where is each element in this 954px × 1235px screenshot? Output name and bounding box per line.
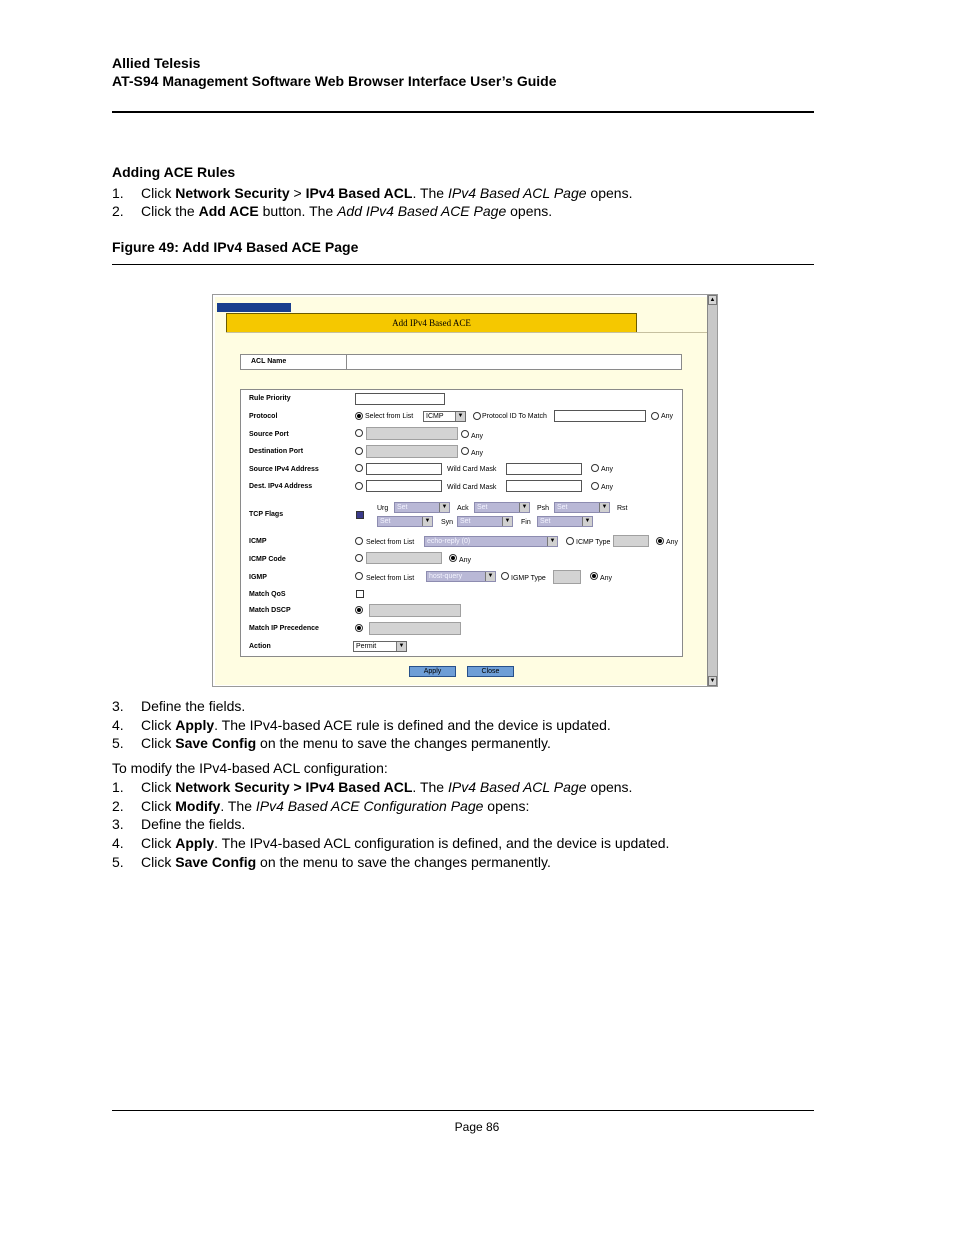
flag-fin-select[interactable]	[537, 516, 593, 527]
protocol-any-label: Any	[661, 413, 674, 420]
step-text: . The IPv4-based ACL configuration is defined, and the device is updated.	[214, 835, 670, 851]
icmp-code-any-label: Any	[459, 557, 472, 564]
step-text: Click	[141, 854, 176, 870]
step-item	[112, 834, 669, 852]
step-text: Apply	[175, 835, 215, 851]
match-dscp-label: Match DSCP	[249, 607, 291, 614]
icmp-value: echo-reply (0)	[427, 538, 471, 545]
flag-fin-value: Set	[540, 518, 551, 525]
step-item	[112, 815, 245, 833]
icmp-any-label: Any	[666, 539, 679, 546]
step-text: button. The	[258, 203, 338, 219]
step-text: Define the fields.	[141, 816, 246, 832]
source-port-radio[interactable]	[355, 429, 363, 437]
dest-wildcard-input[interactable]	[506, 480, 582, 492]
chevron-down-icon: ▼	[502, 517, 512, 526]
match-ip-precedence-input[interactable]	[369, 622, 461, 635]
step-text: on the menu to save the changes permanently.	[256, 735, 551, 751]
igmp-list-radio[interactable]	[355, 572, 363, 580]
close-button[interactable]: Close	[467, 666, 514, 677]
source-port-any-label: Any	[471, 433, 484, 440]
flag-rst-label: Rst	[617, 505, 628, 512]
dest-ipv4-input[interactable]	[366, 480, 442, 492]
icmp-code-input[interactable]	[366, 552, 442, 564]
protocol-select[interactable]	[423, 411, 466, 422]
chevron-down-icon: ▼	[396, 642, 406, 651]
chevron-down-icon: ▼	[599, 503, 609, 512]
step-text: Save Config	[175, 854, 257, 870]
step-text: >	[289, 185, 306, 201]
source-port-label: Source Port	[249, 431, 289, 438]
step-item	[112, 697, 245, 715]
step-text: Click	[141, 735, 176, 751]
igmp-any-label: Any	[600, 575, 613, 582]
chevron-down-icon: ▼	[519, 503, 529, 512]
igmp-select-from-list-label: Select from List	[366, 575, 415, 582]
dest-ipv4-label: Dest. IPv4 Address	[249, 483, 313, 490]
step-text: on the menu to save the changes permanently.	[256, 854, 551, 870]
source-ipv4-input[interactable]	[366, 463, 442, 475]
figure-rule	[112, 264, 814, 265]
source-wildcard-label: Wild Card Mask	[447, 466, 497, 473]
destination-port-input[interactable]	[366, 445, 458, 458]
chevron-down-icon: ▼	[485, 572, 495, 581]
form-title: Add IPv4 Based ACE	[226, 313, 637, 333]
figure-screenshot	[212, 294, 718, 687]
icmp-label: ICMP	[249, 538, 267, 545]
protocol-id-label: Protocol ID To Match	[482, 413, 547, 420]
flag-syn-select[interactable]	[457, 516, 513, 527]
step-item	[112, 716, 611, 734]
section-title: Adding ACE Rules	[112, 164, 236, 180]
acl-name-row	[240, 354, 682, 370]
protocol-select-from-list-label: Select from List	[365, 413, 414, 420]
tcp-flags-checkbox[interactable]	[356, 511, 364, 519]
step-number: 4.	[112, 717, 124, 733]
source-ipv4-any-label: Any	[601, 466, 614, 473]
protocol-value: ICMP	[426, 413, 444, 420]
source-ipv4-label: Source IPv4 Address	[249, 466, 319, 473]
match-ip-precedence-radio[interactable]	[355, 624, 363, 632]
step-item	[112, 797, 529, 815]
icmp-select-from-list-label: Select from List	[366, 539, 415, 546]
action-value: Permit	[356, 643, 377, 650]
icmp-code-label: ICMP Code	[249, 556, 286, 563]
step-item	[112, 778, 632, 796]
flag-syn-label: Syn	[441, 519, 454, 526]
apply-button[interactable]: Apply	[409, 666, 456, 677]
protocol-id-input[interactable]	[554, 410, 646, 422]
step-number: 1.	[112, 779, 124, 795]
source-wildcard-input[interactable]	[506, 463, 582, 475]
destination-port-radio[interactable]	[355, 447, 363, 455]
flag-urg-value: Set	[397, 504, 408, 511]
step-text: opens.	[586, 779, 633, 795]
igmp-any-radio[interactable]	[590, 572, 598, 580]
figure-caption: Figure 49: Add IPv4 Based ACE Page	[112, 239, 359, 255]
title-divider	[226, 332, 707, 333]
igmp-type-input[interactable]	[553, 570, 581, 584]
step-item	[112, 184, 632, 202]
icmp-code-radio[interactable]	[355, 554, 363, 562]
flag-syn-value: Set	[460, 518, 471, 525]
protocol-id-radio[interactable]	[473, 412, 481, 420]
match-ip-precedence-label: Match IP Precedence	[249, 625, 319, 632]
step-text: . The	[220, 798, 256, 814]
step-number: 2.	[112, 203, 124, 219]
step-text: IPv4 Based ACL Page	[447, 779, 587, 795]
dest-ipv4-any-radio[interactable]	[591, 482, 599, 490]
flag-urg-label: Urg	[377, 505, 389, 512]
step-text: . The	[412, 185, 448, 201]
icmp-any-radio[interactable]	[656, 537, 664, 545]
step-text: Click	[141, 717, 176, 733]
match-qos-checkbox[interactable]	[356, 590, 364, 598]
step-item	[112, 853, 551, 871]
guide-title: AT-S94 Management Software Web Browser Interface User’s Guide	[112, 73, 557, 89]
rule-priority-input[interactable]	[355, 393, 445, 405]
company-name: Allied Telesis	[112, 55, 201, 71]
flag-rst-value: Set	[380, 518, 391, 525]
dest-ipv4-radio[interactable]	[355, 482, 363, 490]
ace-fields-box	[240, 389, 683, 657]
step-item	[112, 202, 552, 220]
step-text: Add ACE	[198, 203, 259, 219]
flag-fin-label: Fin	[521, 519, 531, 526]
igmp-value: host-query	[429, 573, 463, 580]
step-text: . The	[412, 779, 448, 795]
modify-intro: To modify the IPv4-based ACL configuration:	[112, 760, 388, 776]
match-dscp-radio[interactable]	[355, 606, 363, 614]
destination-port-label: Destination Port	[249, 448, 304, 455]
step-text: Network Security	[175, 185, 290, 201]
destination-port-any-label: Any	[471, 450, 484, 457]
icmp-type-radio[interactable]	[566, 537, 574, 545]
step-text: Click	[141, 185, 176, 201]
dest-wildcard-label: Wild Card Mask	[447, 484, 497, 491]
step-text: Click the	[141, 203, 199, 219]
step-number: 5.	[112, 854, 124, 870]
step-text: IPv4 Based ACE Configuration Page	[255, 798, 484, 814]
step-item	[112, 734, 551, 752]
source-ipv4-radio[interactable]	[355, 464, 363, 472]
step-text: Modify	[175, 798, 221, 814]
page-number: Page 86	[454, 1120, 500, 1134]
step-number: 1.	[112, 185, 124, 201]
source-ipv4-any-radio[interactable]	[591, 464, 599, 472]
flag-psh-select[interactable]	[554, 502, 610, 513]
step-text: Add IPv4 Based ACE Page	[337, 203, 507, 219]
icmp-type-input[interactable]	[613, 535, 649, 547]
source-port-input[interactable]	[366, 427, 458, 440]
step-text: . The IPv4-based ACE rule is defined and the device is updated.	[214, 717, 611, 733]
step-text: IPv4 Based ACL	[305, 185, 413, 201]
flag-psh-value: Set	[557, 504, 568, 511]
chevron-down-icon: ▼	[547, 537, 557, 546]
step-number: 3.	[112, 816, 124, 832]
icmp-list-radio[interactable]	[355, 537, 363, 545]
action-select[interactable]	[353, 641, 407, 652]
protocol-list-radio[interactable]	[355, 412, 363, 420]
scroll-down-icon[interactable]: ▼	[709, 678, 716, 684]
tab-indicator	[217, 303, 291, 312]
igmp-select[interactable]	[426, 571, 496, 582]
protocol-any-radio[interactable]	[651, 412, 659, 420]
step-text: Click	[141, 835, 176, 851]
rule-priority-label: Rule Priority	[249, 395, 291, 402]
igmp-label: IGMP	[249, 574, 267, 581]
match-qos-label: Match QoS	[249, 591, 286, 598]
action-label: Action	[249, 643, 271, 650]
flag-rst-select[interactable]	[377, 516, 433, 527]
step-text: Click	[141, 798, 176, 814]
destination-port-any-radio[interactable]	[461, 447, 469, 455]
chevron-down-icon: ▼	[422, 517, 432, 526]
igmp-type-radio[interactable]	[501, 572, 509, 580]
step-text: Save Config	[175, 735, 257, 751]
scroll-up-icon[interactable]: ▲	[709, 297, 716, 303]
step-number: 3.	[112, 698, 124, 714]
step-text: Define the fields.	[141, 698, 246, 714]
step-text: Apply	[175, 717, 215, 733]
acl-name-label: ACL Name	[251, 358, 287, 365]
flag-urg-select[interactable]	[394, 502, 450, 513]
flag-psh-label: Psh	[537, 505, 550, 512]
step-number: 4.	[112, 835, 124, 851]
step-number: 5.	[112, 735, 124, 751]
flag-ack-label: Ack	[457, 505, 469, 512]
flag-ack-value: Set	[477, 504, 488, 511]
igmp-type-label: IGMP Type	[511, 575, 546, 582]
header-rule	[112, 111, 814, 113]
match-dscp-input[interactable]	[369, 604, 461, 617]
step-text: IPv4 Based ACL Page	[447, 185, 587, 201]
protocol-label: Protocol	[249, 413, 278, 420]
source-port-any-radio[interactable]	[461, 430, 469, 438]
dest-ipv4-any-label: Any	[601, 484, 614, 491]
icmp-select[interactable]	[424, 536, 558, 547]
step-text: opens.	[506, 203, 553, 219]
step-text: opens:	[483, 798, 530, 814]
icmp-code-any-radio[interactable]	[449, 554, 457, 562]
step-text: opens.	[586, 185, 633, 201]
form-panel	[215, 297, 707, 685]
acl-name-divider	[346, 355, 347, 369]
tcp-flags-label: TCP Flags	[249, 511, 284, 518]
chevron-down-icon: ▼	[455, 412, 465, 421]
flag-ack-select[interactable]	[474, 502, 530, 513]
step-number: 2.	[112, 798, 124, 814]
step-text: Click	[141, 779, 176, 795]
chevron-down-icon: ▼	[582, 517, 592, 526]
footer-rule	[112, 1110, 814, 1111]
vertical-scrollbar[interactable]	[707, 295, 717, 686]
chevron-down-icon: ▼	[439, 503, 449, 512]
step-text: Network Security > IPv4 Based ACL	[175, 779, 413, 795]
icmp-type-label: ICMP Type	[576, 539, 611, 546]
